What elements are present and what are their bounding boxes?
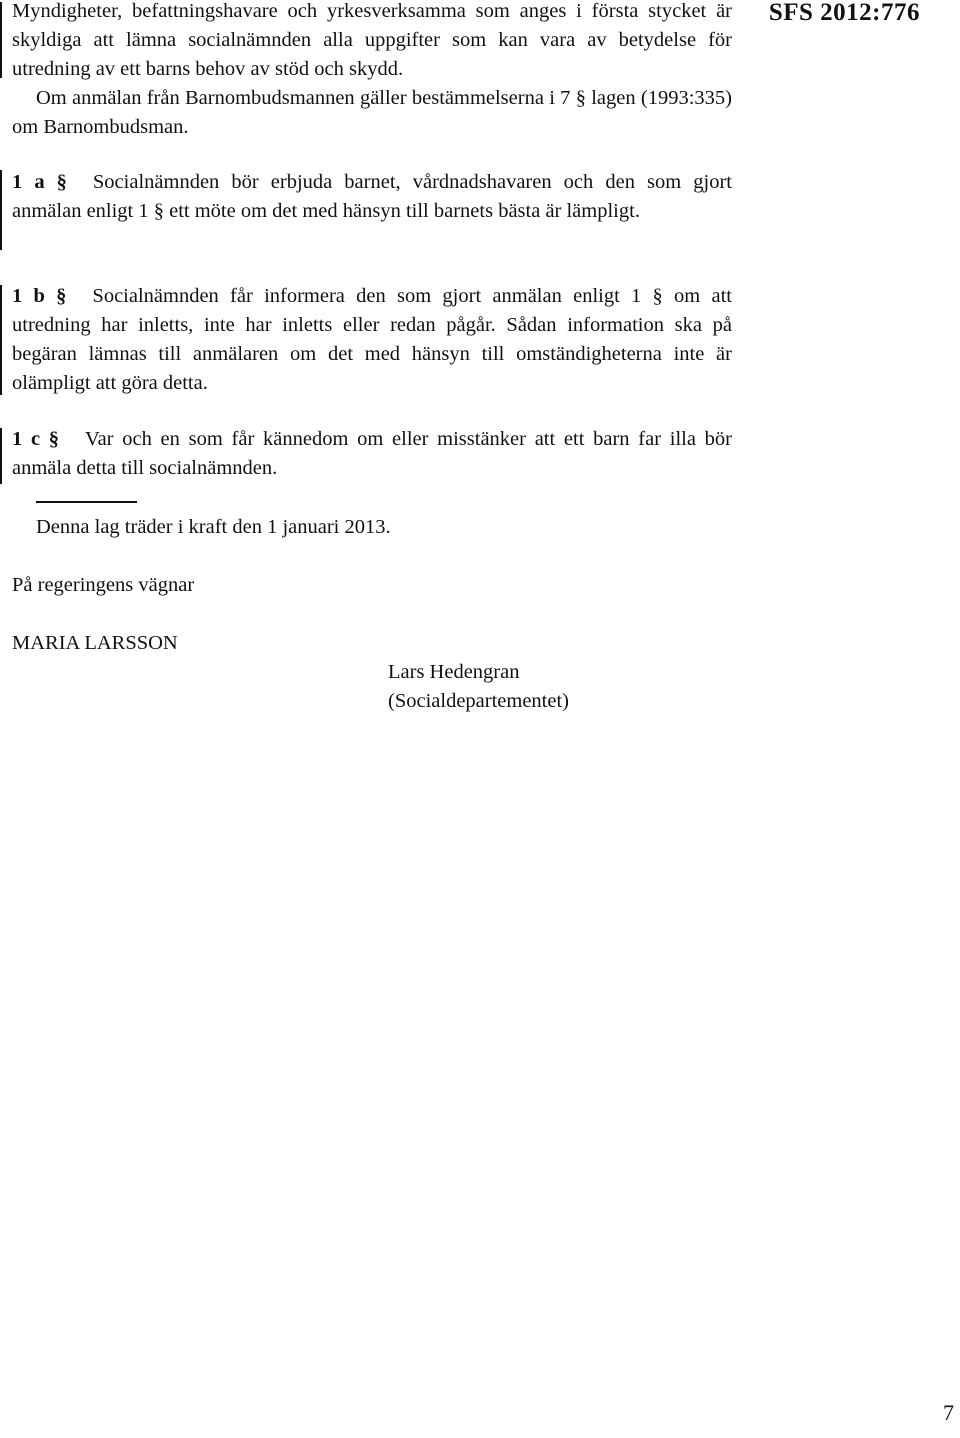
intro-paragraph: Myndigheter, befattningshavare och yrkesverksamma som anges i första stycket är skyldiga att lämna socialnämnden alla uppgifter som kan vara av betydelse för utredning av ett barns behov av stöd och skydd. — [12, 0, 732, 80]
section-label: 1 a § — [12, 171, 67, 193]
section-text: Socialnämnden bör erbjuda barnet, vårdnadshavaren och den som gjort anmälan enligt 1 § ett möte om det med hänsyn till barnets bästa är lämpligt. — [12, 171, 732, 222]
section-1a — [12, 168, 732, 226]
department-name: (Socialdepartementet) — [388, 690, 569, 712]
document-reference: SFS 2012:776 — [768, 0, 920, 26]
official-name: Lars Hedengran — [388, 661, 520, 683]
divider — [36, 501, 137, 503]
section-label: 1 c § — [12, 428, 60, 450]
intro-block — [12, 0, 732, 142]
in-force-text: Denna lag träder i kraft den 1 januari 2013. — [36, 516, 391, 538]
change-bar — [0, 285, 2, 395]
section-1b — [12, 282, 732, 398]
section-label: 1 b § — [12, 285, 67, 307]
section-1c — [12, 425, 732, 483]
section-text: Socialnämnden får informera den som gjort anmälan enligt 1 § om att utredning har inletts, inte har inletts eller redan pågår. Sådan information ska på begäran lämnas till anmälaren om det med hänsyn till omständigheterna inte är olämpligt att göra detta. — [12, 285, 732, 394]
page-number: 7 — [943, 1400, 954, 1425]
intro-paragraph: Om anmälan från Barnombudsmannen gäller bestämmelserna i 7 § lagen (1993:335) om Barnombudsman. — [12, 87, 732, 138]
minister-name: MARIA LARSSON — [12, 632, 178, 654]
change-bar — [0, 2, 2, 78]
change-bar — [0, 428, 2, 484]
on-behalf-text: På regeringens vägnar — [12, 574, 195, 596]
change-bar — [0, 170, 2, 250]
section-text: Var och en som får kännedom om eller misstänker att ett barn far illa bör anmäla detta till socialnämnden. — [12, 428, 732, 479]
